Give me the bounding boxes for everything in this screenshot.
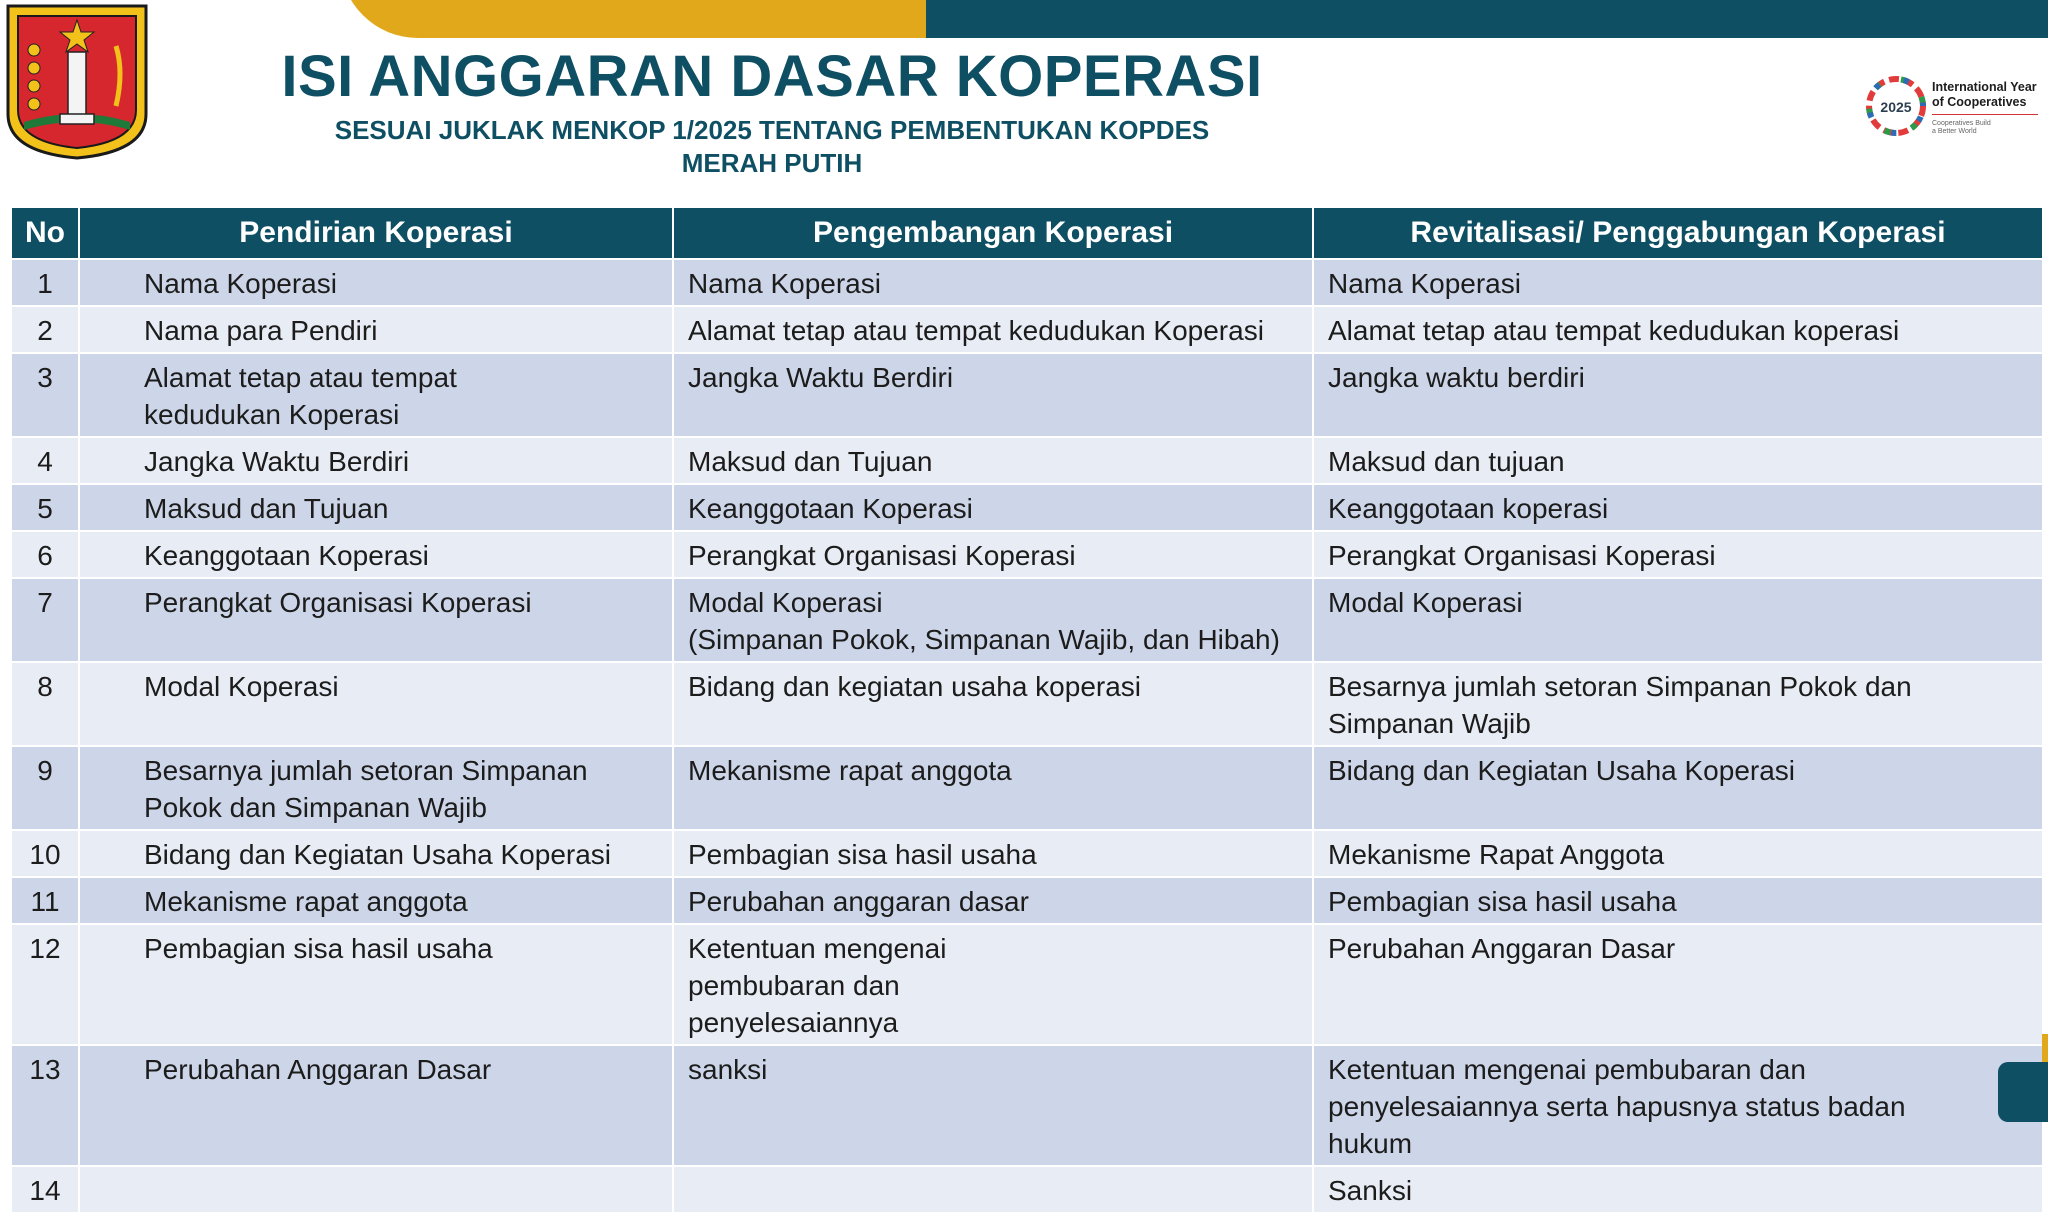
cell-pendirian: Pembagian sisa hasil usaha [79,924,673,1045]
cell-revitalisasi: Besarnya jumlah setoran Simpanan Pokok dan Simpanan Wajib [1313,662,2043,746]
page-subtitle-line2: MERAH PUTIH [681,148,863,178]
cell-pendirian: Besarnya jumlah setoran Simpanan Pokok dan Simpanan Wajib [79,746,673,830]
table-body [11,259,2043,1213]
cell-pengembangan: Perangkat Organisasi Koperasi [673,531,1313,578]
iyc-year: 2025 [1880,99,1912,115]
table-row [11,259,2043,306]
cell-pendirian: Nama para Pendiri [79,306,673,353]
cell-pendirian: Mekanisme rapat anggota [79,877,673,924]
cell-pendirian: Alamat tetap atau tempat kedudukan Koperasi [79,353,673,437]
row-number: 2 [11,306,79,353]
cell-pengembangan: Maksud dan Tujuan [673,437,1313,484]
cell-pendirian [79,1166,673,1213]
cell-pengembangan: Alamat tetap atau tempat kedudukan Koperasi [673,306,1313,353]
header-no: No [11,207,79,259]
side-gold-accent [2042,1034,2048,1064]
cell-pengembangan: Modal Koperasi (Simpanan Pokok, Simpanan Wajib, dan Hibah) [673,578,1313,662]
cell-revitalisasi: Alamat tetap atau tempat kedudukan koperasi [1313,306,2043,353]
table-header-row [11,207,2043,259]
table-row [11,1045,2043,1166]
cell-pengembangan: Pembagian sisa hasil usaha [673,830,1313,877]
cell-pengembangan [673,1166,1313,1213]
cell-revitalisasi: Jangka waktu berdiri [1313,353,2043,437]
row-number: 6 [11,531,79,578]
table-row [11,830,2043,877]
cell-revitalisasi: Nama Koperasi [1313,259,2043,306]
iyc-divider [1932,114,2038,115]
row-number: 13 [11,1045,79,1166]
table-row [11,746,2043,830]
page-subtitle-line1: SESUAI JUKLAK MENKOP 1/2025 TENTANG PEMBENTUKAN KOPDES [334,115,1210,145]
table-row [11,578,2043,662]
table-row [11,662,2043,746]
header-gold-band [340,0,980,38]
row-number: 14 [11,1166,79,1213]
cell-pengembangan: Keanggotaan Koperasi [673,484,1313,531]
header-revitalisasi: Revitalisasi/ Penggabungan Koperasi [1313,207,2043,259]
page-title: ISI ANGGARAN DASAR KOPERASI [281,44,1263,109]
iyc-line2: of Cooperatives [1932,95,2027,109]
cell-pengembangan: Bidang dan kegiatan usaha koperasi [673,662,1313,746]
cell-pengembangan: Perubahan anggaran dasar [673,877,1313,924]
cell-revitalisasi: Bidang dan Kegiatan Usaha Koperasi [1313,746,2043,830]
header-pendirian: Pendirian Koperasi [79,207,673,259]
cell-revitalisasi: Pembagian sisa hasil usaha [1313,877,2043,924]
cell-pendirian: Bidang dan Kegiatan Usaha Koperasi [79,830,673,877]
table-row [11,1166,2043,1213]
row-number: 12 [11,924,79,1045]
cell-revitalisasi: Mekanisme Rapat Anggota [1313,830,2043,877]
iyc-tagline2: a Better World [1932,128,1977,135]
title-block [260,44,1284,180]
cell-pendirian: Nama Koperasi [79,259,673,306]
row-number: 11 [11,877,79,924]
row-number: 1 [11,259,79,306]
header-teal-band [926,0,2048,38]
table-row [11,306,2043,353]
cell-pendirian: Keanggotaan Koperasi [79,531,673,578]
cell-pendirian: Perubahan Anggaran Dasar [79,1045,673,1166]
cell-revitalisasi: Keanggotaan koperasi [1313,484,2043,531]
iyc-line1: International Year [1932,80,2037,94]
cell-revitalisasi: Sanksi [1313,1166,2043,1213]
cell-revitalisasi: Perubahan Anggaran Dasar [1313,924,2043,1045]
iyc-tagline1: Cooperatives Build [1932,120,1991,127]
cell-pendirian: Modal Koperasi [79,662,673,746]
row-number: 3 [11,353,79,437]
cell-pendirian: Perangkat Organisasi Koperasi [79,578,673,662]
row-number: 10 [11,830,79,877]
row-number: 7 [11,578,79,662]
row-number: 9 [11,746,79,830]
header-pengembangan: Pengembangan Koperasi [673,207,1313,259]
cell-pendirian: Jangka Waktu Berdiri [79,437,673,484]
table-row [11,924,2043,1045]
cell-revitalisasi: Perangkat Organisasi Koperasi [1313,531,2043,578]
cell-pengembangan: sanksi [673,1045,1313,1166]
articles-of-association-table [10,206,2044,1214]
cell-pengembangan: Nama Koperasi [673,259,1313,306]
row-number: 5 [11,484,79,531]
cell-revitalisasi: Maksud dan tujuan [1313,437,2043,484]
table-row [11,353,2043,437]
row-number: 4 [11,437,79,484]
side-navigation-tab[interactable] [1998,1062,2048,1122]
iyc-caption [1932,80,2038,136]
regional-crest-logo [4,2,150,160]
cell-revitalisasi: Ketentuan mengenai pembubaran dan penyelesaiannya serta hapusnya status badan hukum [1313,1045,2043,1166]
cell-pengembangan: Mekanisme rapat anggota [673,746,1313,830]
cell-pengembangan: Jangka Waktu Berdiri [673,353,1313,437]
cell-pendirian: Maksud dan Tujuan [79,484,673,531]
table-row [11,484,2043,531]
cell-revitalisasi: Modal Koperasi [1313,578,2043,662]
table-row [11,877,2043,924]
cell-pengembangan: Ketentuan mengenai pembubaran dan penyelesaiannya [673,924,1313,1045]
row-number: 8 [11,662,79,746]
table-row [11,437,2043,484]
table-row [11,531,2043,578]
